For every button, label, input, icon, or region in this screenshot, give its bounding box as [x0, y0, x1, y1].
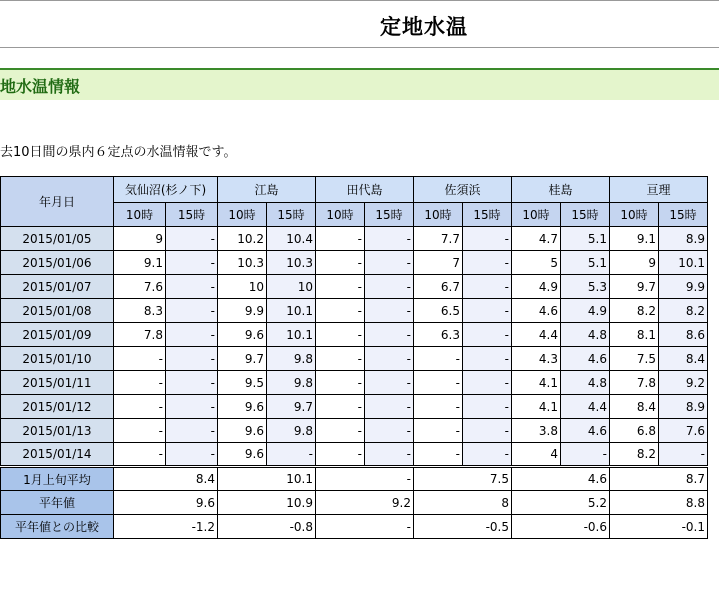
summary-cell: 8 — [414, 491, 512, 515]
summary-cell: -0.1 — [610, 515, 708, 539]
date-cell: 2015/01/11 — [1, 371, 114, 395]
temp-cell: - — [316, 443, 365, 467]
summary-cell: 7.5 — [414, 467, 512, 491]
temp-cell: 9 — [114, 227, 166, 251]
hour-header: 15時 — [659, 203, 708, 227]
date-cell: 2015/01/14 — [1, 443, 114, 467]
temp-cell: 8.1 — [610, 323, 659, 347]
temp-cell: 4.8 — [561, 323, 610, 347]
temp-cell: - — [365, 275, 414, 299]
temp-cell: - — [114, 443, 166, 467]
temp-cell: - — [316, 251, 365, 275]
hour-header: 15時 — [267, 203, 316, 227]
temp-cell: - — [365, 419, 414, 443]
hour-header: 15時 — [463, 203, 512, 227]
temp-cell: - — [463, 347, 512, 371]
temp-cell: 4.4 — [561, 395, 610, 419]
summary-cell: 8.4 — [114, 467, 218, 491]
temp-cell: 8.4 — [659, 347, 708, 371]
date-cell: 2015/01/07 — [1, 275, 114, 299]
temp-cell: 8.9 — [659, 227, 708, 251]
summary-label: 1月上旬平均 — [1, 467, 114, 491]
summary-row — [1, 467, 708, 491]
temp-cell: - — [365, 251, 414, 275]
temp-cell: 4.4 — [512, 323, 561, 347]
summary-cell: - — [316, 467, 414, 491]
location-header: 気仙沼(杉ノ下) — [114, 177, 218, 203]
temp-cell: 6.8 — [610, 419, 659, 443]
summary-cell: 5.2 — [512, 491, 610, 515]
temp-cell: - — [463, 275, 512, 299]
temp-cell: - — [365, 323, 414, 347]
temp-cell: 10.3 — [218, 251, 267, 275]
hour-header: 10時 — [414, 203, 463, 227]
summary-label: 平年値との比較 — [1, 515, 114, 539]
temp-cell: 10.1 — [267, 299, 316, 323]
table-row — [1, 251, 708, 275]
temp-cell: 4.6 — [561, 419, 610, 443]
temp-cell: 4 — [512, 443, 561, 467]
summary-cell: 10.9 — [218, 491, 316, 515]
date-cell: 2015/01/09 — [1, 323, 114, 347]
temp-cell: 8.9 — [659, 395, 708, 419]
temp-cell: - — [365, 347, 414, 371]
summary-row — [1, 491, 708, 515]
table-row — [1, 275, 708, 299]
temp-cell: - — [414, 395, 463, 419]
temp-cell: 8.2 — [610, 299, 659, 323]
temp-cell: 8.2 — [659, 299, 708, 323]
summary-cell: 8.7 — [610, 467, 708, 491]
temp-cell: 9.7 — [610, 275, 659, 299]
table-row — [1, 371, 708, 395]
summary-cell: 8.8 — [610, 491, 708, 515]
hour-header: 15時 — [166, 203, 218, 227]
temp-cell: - — [166, 347, 218, 371]
temp-cell: 9.8 — [267, 419, 316, 443]
table-row — [1, 347, 708, 371]
location-header: 田代島 — [316, 177, 414, 203]
temp-cell: - — [463, 395, 512, 419]
hour-header: 15時 — [561, 203, 610, 227]
temp-cell: - — [561, 443, 610, 467]
date-cell: 2015/01/12 — [1, 395, 114, 419]
temp-cell: 10.3 — [267, 251, 316, 275]
temp-cell: - — [316, 275, 365, 299]
temp-cell: 7.5 — [610, 347, 659, 371]
temp-cell: - — [114, 371, 166, 395]
temp-cell: - — [114, 395, 166, 419]
temp-cell: - — [414, 443, 463, 467]
temp-cell: 8.3 — [114, 299, 166, 323]
temp-cell: - — [463, 299, 512, 323]
temp-cell: 5.1 — [561, 251, 610, 275]
temp-cell: 4.7 — [512, 227, 561, 251]
temp-cell: 8.2 — [610, 443, 659, 467]
temp-cell: 10 — [218, 275, 267, 299]
temp-cell: 4.6 — [512, 299, 561, 323]
temp-cell: 9.9 — [659, 275, 708, 299]
temp-cell: 7.8 — [114, 323, 166, 347]
temp-cell: 4.9 — [512, 275, 561, 299]
temp-cell: 9 — [610, 251, 659, 275]
water-temperature-table — [0, 176, 708, 539]
temp-cell: - — [414, 371, 463, 395]
temp-cell: 5 — [512, 251, 561, 275]
temp-cell: - — [316, 347, 365, 371]
temp-cell: 4.1 — [512, 371, 561, 395]
temp-cell: 9.1 — [610, 227, 659, 251]
temp-cell: - — [463, 227, 512, 251]
temp-cell: 9.1 — [114, 251, 166, 275]
temp-cell: 9.6 — [218, 323, 267, 347]
hour-header: 10時 — [610, 203, 659, 227]
temp-cell: 4.3 — [512, 347, 561, 371]
header-row-locations — [1, 177, 708, 203]
temp-cell: - — [267, 443, 316, 467]
summary-cell: 9.6 — [114, 491, 218, 515]
temp-cell: - — [166, 227, 218, 251]
temp-cell: - — [316, 395, 365, 419]
temp-cell: - — [365, 371, 414, 395]
summary-cell: -0.8 — [218, 515, 316, 539]
date-cell: 2015/01/13 — [1, 419, 114, 443]
temp-cell: 9.6 — [218, 395, 267, 419]
location-header: 江島 — [218, 177, 316, 203]
table-row — [1, 299, 708, 323]
temp-cell: - — [414, 347, 463, 371]
temp-cell: - — [316, 299, 365, 323]
temp-cell: - — [463, 323, 512, 347]
temp-cell: 7.6 — [114, 275, 166, 299]
table-row — [1, 419, 708, 443]
temp-cell: 10.1 — [659, 251, 708, 275]
temp-cell: 4.6 — [561, 347, 610, 371]
temp-cell: 8.6 — [659, 323, 708, 347]
temp-cell: 7.7 — [414, 227, 463, 251]
temp-cell: - — [166, 371, 218, 395]
section-title: 地水温情報 — [0, 77, 81, 96]
temp-cell: 9.8 — [267, 347, 316, 371]
date-cell: 2015/01/10 — [1, 347, 114, 371]
temp-cell: 9.8 — [267, 371, 316, 395]
hour-header: 10時 — [316, 203, 365, 227]
summary-cell: 10.1 — [218, 467, 316, 491]
temp-cell: - — [316, 323, 365, 347]
temp-cell: - — [166, 419, 218, 443]
temp-cell: 10.2 — [218, 227, 267, 251]
temp-cell: - — [365, 395, 414, 419]
temp-cell: 7 — [414, 251, 463, 275]
temp-cell: 10.1 — [267, 323, 316, 347]
temp-cell: - — [166, 275, 218, 299]
date-header: 年月日 — [1, 177, 114, 227]
temp-cell: - — [659, 443, 708, 467]
temp-cell: 8.4 — [610, 395, 659, 419]
summary-label: 平年値 — [1, 491, 114, 515]
hour-header: 15時 — [365, 203, 414, 227]
temp-cell: 4.8 — [561, 371, 610, 395]
temp-cell: 9.9 — [218, 299, 267, 323]
summary-row — [1, 515, 708, 539]
temp-cell: - — [316, 419, 365, 443]
temp-cell: - — [166, 443, 218, 467]
temp-cell: 6.5 — [414, 299, 463, 323]
hour-header: 10時 — [218, 203, 267, 227]
date-cell: 2015/01/05 — [1, 227, 114, 251]
temp-cell: 9.6 — [218, 443, 267, 467]
temp-cell: 10.4 — [267, 227, 316, 251]
temp-cell: 9.6 — [218, 419, 267, 443]
temp-cell: - — [463, 251, 512, 275]
temp-cell: - — [365, 443, 414, 467]
temp-cell: 9.5 — [218, 371, 267, 395]
location-header: 桂島 — [512, 177, 610, 203]
section-header — [0, 68, 719, 100]
table-row — [1, 443, 708, 467]
temp-cell: 6.7 — [414, 275, 463, 299]
temp-cell: 5.1 — [561, 227, 610, 251]
summary-cell: -0.5 — [414, 515, 512, 539]
temp-cell: - — [316, 371, 365, 395]
temp-cell: - — [463, 443, 512, 467]
temp-cell: - — [166, 395, 218, 419]
temp-cell: - — [166, 299, 218, 323]
temp-cell: 3.8 — [512, 419, 561, 443]
summary-cell: -0.6 — [512, 515, 610, 539]
date-cell: 2015/01/08 — [1, 299, 114, 323]
temp-cell: 6.3 — [414, 323, 463, 347]
temp-cell: - — [414, 419, 463, 443]
summary-cell: 4.6 — [512, 467, 610, 491]
temp-cell: - — [114, 347, 166, 371]
temp-cell: 9.7 — [267, 395, 316, 419]
summary-cell: -1.2 — [114, 515, 218, 539]
temp-cell: - — [114, 419, 166, 443]
temp-cell: 7.6 — [659, 419, 708, 443]
temp-cell: - — [166, 323, 218, 347]
title-bar — [0, 0, 719, 48]
location-header: 佐須浜 — [414, 177, 512, 203]
hour-header: 10時 — [512, 203, 561, 227]
table-row — [1, 227, 708, 251]
temp-cell: - — [365, 227, 414, 251]
summary-cell: 9.2 — [316, 491, 414, 515]
temp-cell: 4.1 — [512, 395, 561, 419]
temp-cell: 7.8 — [610, 371, 659, 395]
location-header: 亘理 — [610, 177, 708, 203]
table-row — [1, 395, 708, 419]
temp-cell: - — [463, 371, 512, 395]
temp-cell: 9.7 — [218, 347, 267, 371]
temp-cell: 9.2 — [659, 371, 708, 395]
intro-text: 去10日間の県内６定点の水温情報です。 — [0, 145, 237, 160]
temp-cell: - — [463, 419, 512, 443]
date-cell: 2015/01/06 — [1, 251, 114, 275]
page-title: 定地水温 — [380, 15, 468, 39]
hour-header: 10時 — [114, 203, 166, 227]
temp-cell: 10 — [267, 275, 316, 299]
temp-cell: 4.9 — [561, 299, 610, 323]
temp-cell: 5.3 — [561, 275, 610, 299]
temp-cell: - — [316, 227, 365, 251]
temp-cell: - — [365, 299, 414, 323]
summary-cell: - — [316, 515, 414, 539]
temp-cell: - — [166, 251, 218, 275]
table-row — [1, 323, 708, 347]
